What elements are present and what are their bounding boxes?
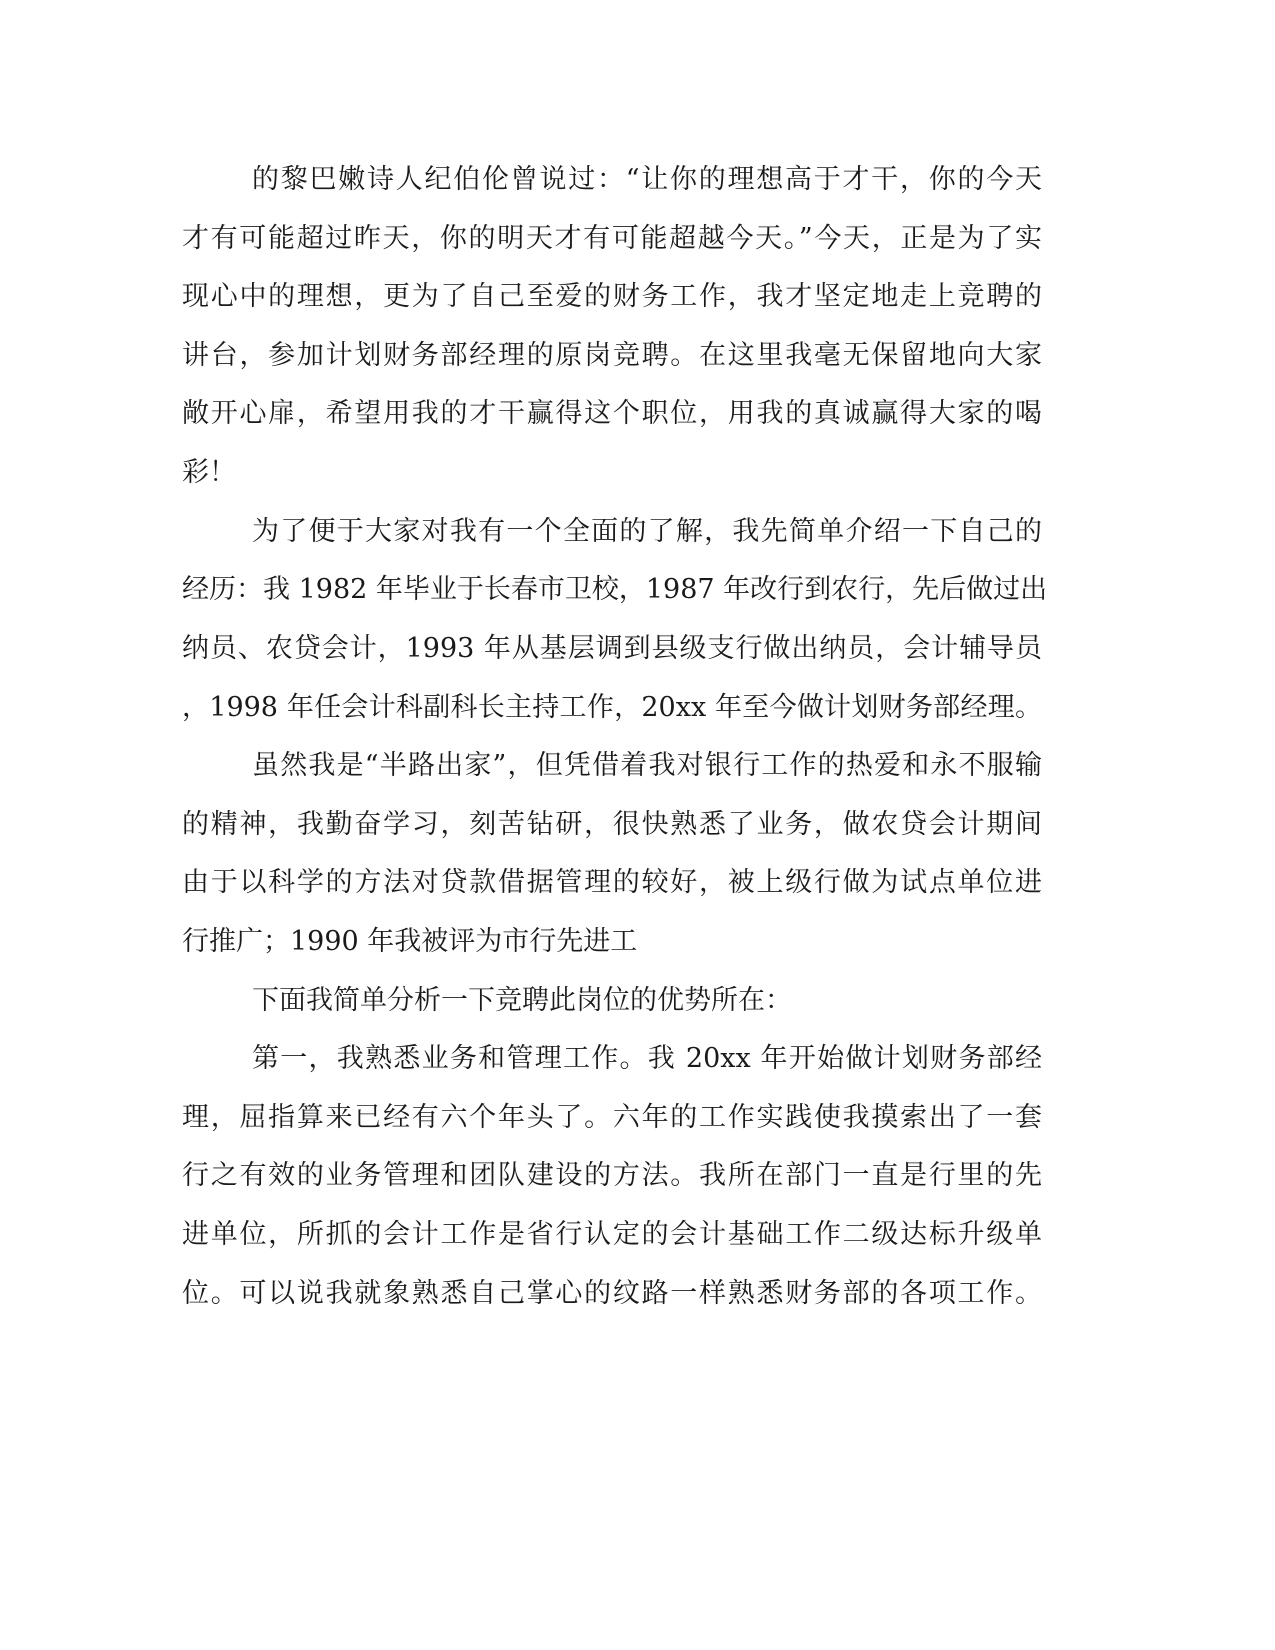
text-line: 为了便于大家对我有一个全面的了解，我先简单介绍一下自己的: [252, 516, 1042, 547]
text-line: 行之有效的业务管理和团队建设的方法。我所在部门一直是行里的先: [182, 1160, 1042, 1191]
text-line: ，1998 年任会计科副科长主持工作，20xx 年至今做计划财务部经理。: [182, 692, 1042, 723]
text-line: 的精神，我勤奋学习，刻苦钻研，很快熟悉了业务，做农贷会计期间: [182, 809, 1042, 840]
text-line: 现心中的理想，更为了自己至爱的财务工作，我才坚定地走上竞聘的: [182, 281, 1042, 312]
text-line: 才有可能超过昨天，你的明天才有可能超越今天。”今天，正是为了实: [182, 223, 1042, 254]
text-line: 进单位，所抓的会计工作是省行认定的会计基础工作二级达标升级单: [182, 1219, 1042, 1250]
text-line: 经历：我 1982 年毕业于长春市卫校，1987 年改行到农行，先后做过出: [182, 574, 1048, 605]
text-line: 位。可以说我就象熟悉自己掌心的纹路一样熟悉财务部的各项工作。: [182, 1278, 1042, 1309]
text-line: 纳员、农贷会计，1993 年从基层调到县级支行做出纳员，会计辅导员: [182, 633, 1042, 664]
text-line: 行推广；1990 年我被评为市行先进工: [182, 926, 638, 957]
text-line: 理，屈指算来已经有六个年头了。六年的工作实践使我摸索出了一套: [182, 1102, 1042, 1133]
text-line: 第一，我熟悉业务和管理工作。我 20xx 年开始做计划财务部经: [252, 1043, 1042, 1074]
text-line: 敞开心扉，希望用我的才干赢得这个职位，用我的真诚赢得大家的喝: [182, 398, 1042, 429]
text-line: 的黎巴嫩诗人纪伯伦曾说过：“让你的理想高于才干，你的今天: [252, 164, 1042, 195]
text-line: 彩！: [182, 457, 236, 488]
text-line: 讲台，参加计划财务部经理的原岗竞聘。在这里我毫无保留地向大家: [182, 340, 1042, 371]
text-line: 下面我简单分析一下竞聘此岗位的优势所在：: [252, 985, 792, 1016]
text-line: 由于以科学的方法对贷款借据管理的较好，被上级行做为试点单位进: [182, 867, 1042, 898]
text-line: 虽然我是“半路出家”，但凭借着我对银行工作的热爱和永不服输: [252, 750, 1042, 781]
